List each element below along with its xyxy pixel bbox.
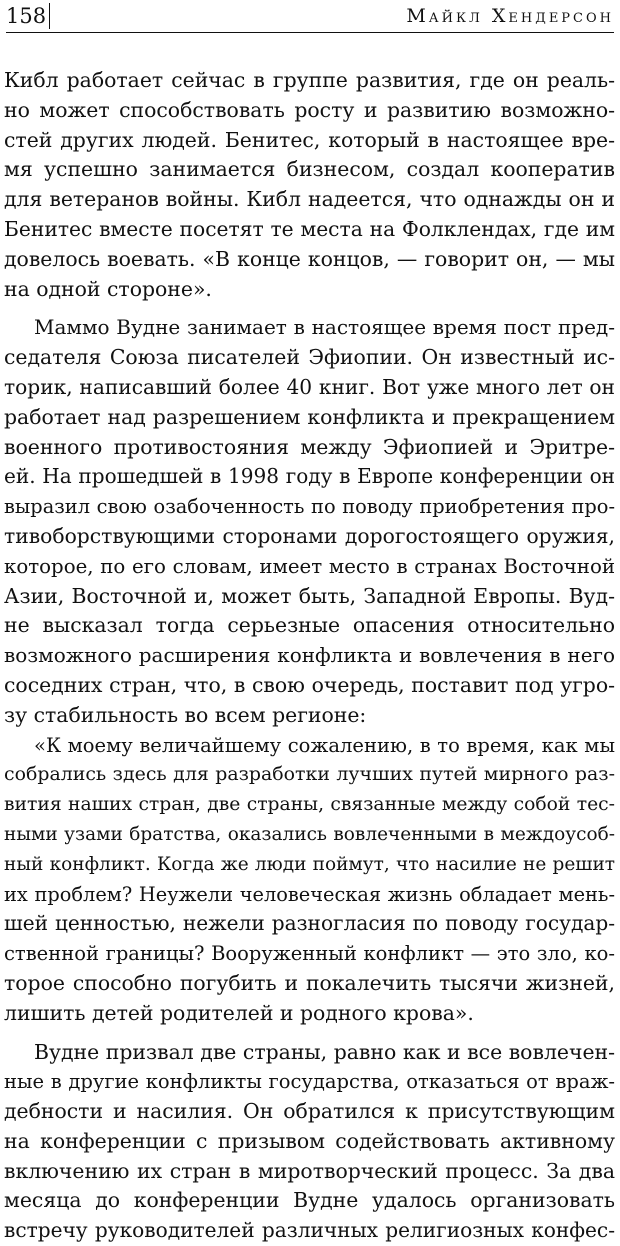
text-line: ей. На прошедшей в 1998 году в Европе конференции он — [4, 462, 615, 492]
text-line: тивоборствующими сторонами дорогостоящего оружия, — [4, 522, 615, 552]
text-line: ственной границы? Вооруженный конфликт — это зло, ко- — [4, 939, 615, 969]
page-number: 158 — [6, 3, 50, 29]
running-head: Майкл Хендерсон — [406, 4, 614, 28]
text-line: на одной стороне». — [4, 275, 615, 305]
paragraph — [4, 66, 615, 304]
text-line: лишить детей родителей и родного крова». — [4, 999, 615, 1029]
text-line: ные в другие конфликты государства, отказаться от враж- — [4, 1067, 615, 1097]
body-text — [4, 66, 615, 1246]
text-line: ный конфликт. Когда же люди поймут, что насилие не решит — [4, 850, 615, 880]
text-line: их проблем? Неужели человеческая жизнь обладает мень- — [4, 880, 615, 910]
text-line: торик, написавший более 40 книг. Вот уже много лет он — [4, 373, 615, 403]
text-line: не высказал тогда серьезные опасения относительно — [4, 611, 615, 641]
text-line: возможного расширения конфликта и вовлечения в него — [4, 641, 615, 671]
text-line: вития наших стран, две страны, связанные между собой тес- — [4, 790, 615, 820]
text-line: на конференции с призывом содействовать активному — [4, 1127, 615, 1157]
text-line: зу стабильность во всем регионе: — [4, 701, 615, 731]
paragraph — [4, 313, 615, 730]
text-line: стей других людей. Бенитес, который в настоящее вре- — [4, 126, 615, 156]
text-line: ными узами братства, оказались вовлеченными в междоусоб- — [4, 820, 615, 850]
text-line: военного противостояния между Эфиопией и Эритре- — [4, 433, 615, 463]
text-line: но может способствовать росту и развитию возможно- — [4, 96, 615, 126]
text-line: встречу руководителей различных религиозных конфес- — [4, 1216, 615, 1246]
text-line: дебности и насилия. Он обратился к присутствующим — [4, 1097, 615, 1127]
text-line: работает над разрешением конфликта и прекращением — [4, 403, 615, 433]
text-line: Маммо Вудне занимает в настоящее время пост пред- — [4, 313, 615, 343]
quotation-paragraph — [4, 731, 615, 1029]
text-line: Вудне призвал две страны, равно как и все вовлечен- — [4, 1038, 615, 1068]
text-line: торое способно погубить и покалечить тысячи жизней, — [4, 969, 615, 999]
text-line: которое, по его словам, имеет место в странах Восточной — [4, 552, 615, 582]
text-line: выразил свою озабоченность по поводу приобретения про- — [4, 492, 615, 522]
text-line: для ветеранов войны. Кибл надеется, что однажды он и — [4, 185, 615, 215]
text-line: собрались здесь для разработки лучших путей мирного раз- — [4, 760, 615, 790]
text-line: включению их стран в миротворческий процесс. За два — [4, 1157, 615, 1187]
text-line: мя успешно занимается бизнесом, создал кооператив — [4, 155, 615, 185]
text-line: довелось воевать. «В конце концов, — говорит он, — мы — [4, 245, 615, 275]
paragraph-gap — [4, 1029, 615, 1038]
text-line: Азии, Восточной и, может быть, Западной Европы. Вуд- — [4, 582, 615, 612]
text-line: месяца до конференции Вудне удалось организовать — [4, 1186, 615, 1216]
page-header — [6, 2, 614, 33]
paragraph — [4, 1038, 615, 1246]
text-line: Бенитес вместе посетят те места на Фолклендах, где им — [4, 215, 615, 245]
text-line: «К моему величайшему сожалению, в то время, как мы — [4, 731, 615, 761]
paragraph-gap — [4, 304, 615, 313]
text-line: седателя Союза писателей Эфиопии. Он известный ис- — [4, 343, 615, 373]
text-line: шей ценностью, нежели разногласия по поводу государ- — [4, 909, 615, 939]
text-line: соседних стран, что, в свою очередь, поставит под угро- — [4, 671, 615, 701]
text-line: Кибл работает сейчас в группе развития, где он реаль- — [4, 66, 615, 96]
